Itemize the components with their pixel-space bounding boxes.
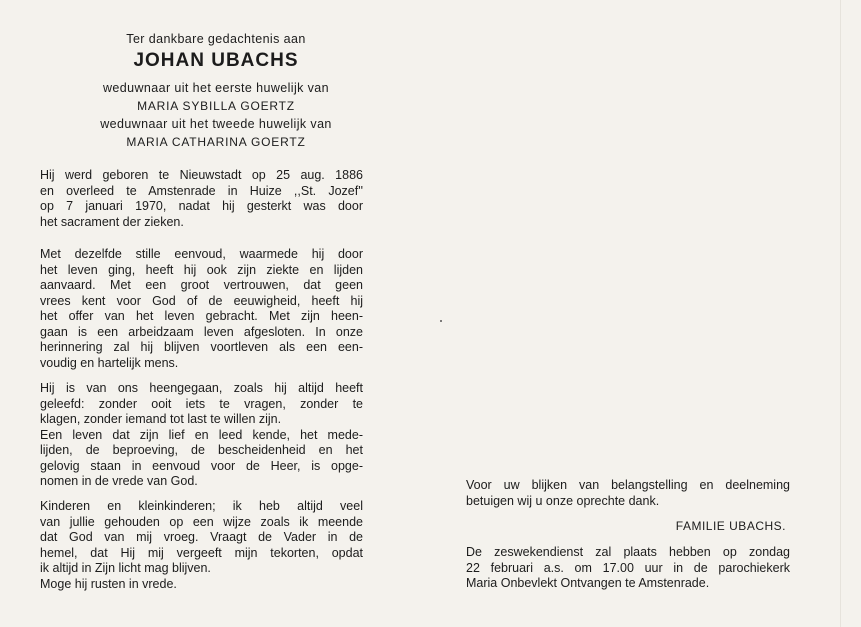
second-marriage-line: weduwnaar uit het tweede huwelijk van xyxy=(100,117,332,131)
text-line: dat God van mij vroeg. Vraagt de Vader in de xyxy=(40,530,363,544)
text-line: Een leven dat zijn lief en leed kende, het mede- xyxy=(40,427,363,442)
text-line: nomen in de vrede van God. xyxy=(40,474,198,488)
text-line: Hij werd geboren te Nieuwstadt op 25 aug. 1886 xyxy=(40,168,363,182)
birth-death-paragraph xyxy=(40,168,363,230)
second-spouse-name: MARIA CATHARINA GOERTZ xyxy=(126,135,306,149)
text-line: lijden, de beproeving, de bescheidenheid en het xyxy=(40,443,363,457)
text-line: hemel, dat Hij mij vergeeft mijn tekorten, opdat xyxy=(40,545,363,560)
first-marriage-line: weduwnaar uit het eerste huwelijk van xyxy=(102,81,330,95)
text-line: Met dezelfde stille eenvoud, waarmede hij door xyxy=(40,247,363,261)
text-line: gelovig staan in eenvoud voor de Heer, is opge- xyxy=(40,458,363,473)
paper-speck xyxy=(440,320,442,322)
text-line: Maria Onbevlekt Ontvangen te Amstenrade. xyxy=(466,576,710,590)
text-line: aanvaard. Met een groot vertrouwen, dat geen xyxy=(40,278,363,292)
text-line: betuigen wij u onze oprechte dank. xyxy=(466,493,660,508)
departure-paragraph xyxy=(40,381,363,490)
text-line: klagen, zonder iemand tot last te willen zijn. xyxy=(40,412,282,426)
text-line: op 7 januari 1970, nadat hij gesterkt was door xyxy=(40,199,363,213)
thanks-paragraph xyxy=(466,478,790,509)
text-line: het sacrament der zieken. xyxy=(40,214,184,229)
text-line: De zeswekendienst zal plaats hebben op zondag xyxy=(466,545,790,559)
text-line: ik altijd in Zijn licht mag blijven. xyxy=(40,561,211,575)
first-spouse-name: MARIA SYBILLA GOERTZ xyxy=(137,99,295,113)
text-line: van jullie gehouden op een wijze zoals ik meende xyxy=(40,514,363,529)
text-line: Moge hij rusten in vrede. xyxy=(40,576,177,591)
text-line: Hij is van ons heengegaan, zoals hij altijd heeft xyxy=(40,381,363,395)
text-line: het offer van het leven gebracht. Met zijn heen- xyxy=(40,309,363,323)
text-line: gaan is een arbeidzaam leven afgesloten. In onze xyxy=(40,324,363,339)
life-paragraph xyxy=(40,247,363,371)
family-signature: FAMILIE UBACHS. xyxy=(675,519,786,533)
text-line: herinnering zal hij blijven voortleven als een een- xyxy=(40,340,363,354)
text-line: Kinderen en kleinkinderen; ik heb altijd veel xyxy=(40,499,363,513)
dedication-intro: Ter dankbare gedachtenis aan xyxy=(126,32,306,46)
text-line: het leven ging, heeft hij ook zijn ziekte en lijden xyxy=(40,262,363,277)
deceased-name: JOHAN UBACHS xyxy=(133,50,299,71)
service-announcement xyxy=(466,545,790,592)
text-line: Voor uw blijken van belangstelling en deelneming xyxy=(466,478,790,492)
text-line: 22 februari a.s. om 17.00 uur in de parochiekerk xyxy=(466,560,790,575)
text-line: voudig en hartelijk mens. xyxy=(40,355,179,370)
text-line: en overleed te Amstenrade in Huize ,,St. Jozef'' xyxy=(40,183,363,198)
farewell-paragraph xyxy=(40,499,363,592)
text-line: geleefd: zonder ooit iets te vragen, zonder te xyxy=(40,396,363,411)
card-fold-line xyxy=(840,0,841,627)
text-line: vrees kent voor God of de eeuwigheid, heeft hij xyxy=(40,293,363,308)
